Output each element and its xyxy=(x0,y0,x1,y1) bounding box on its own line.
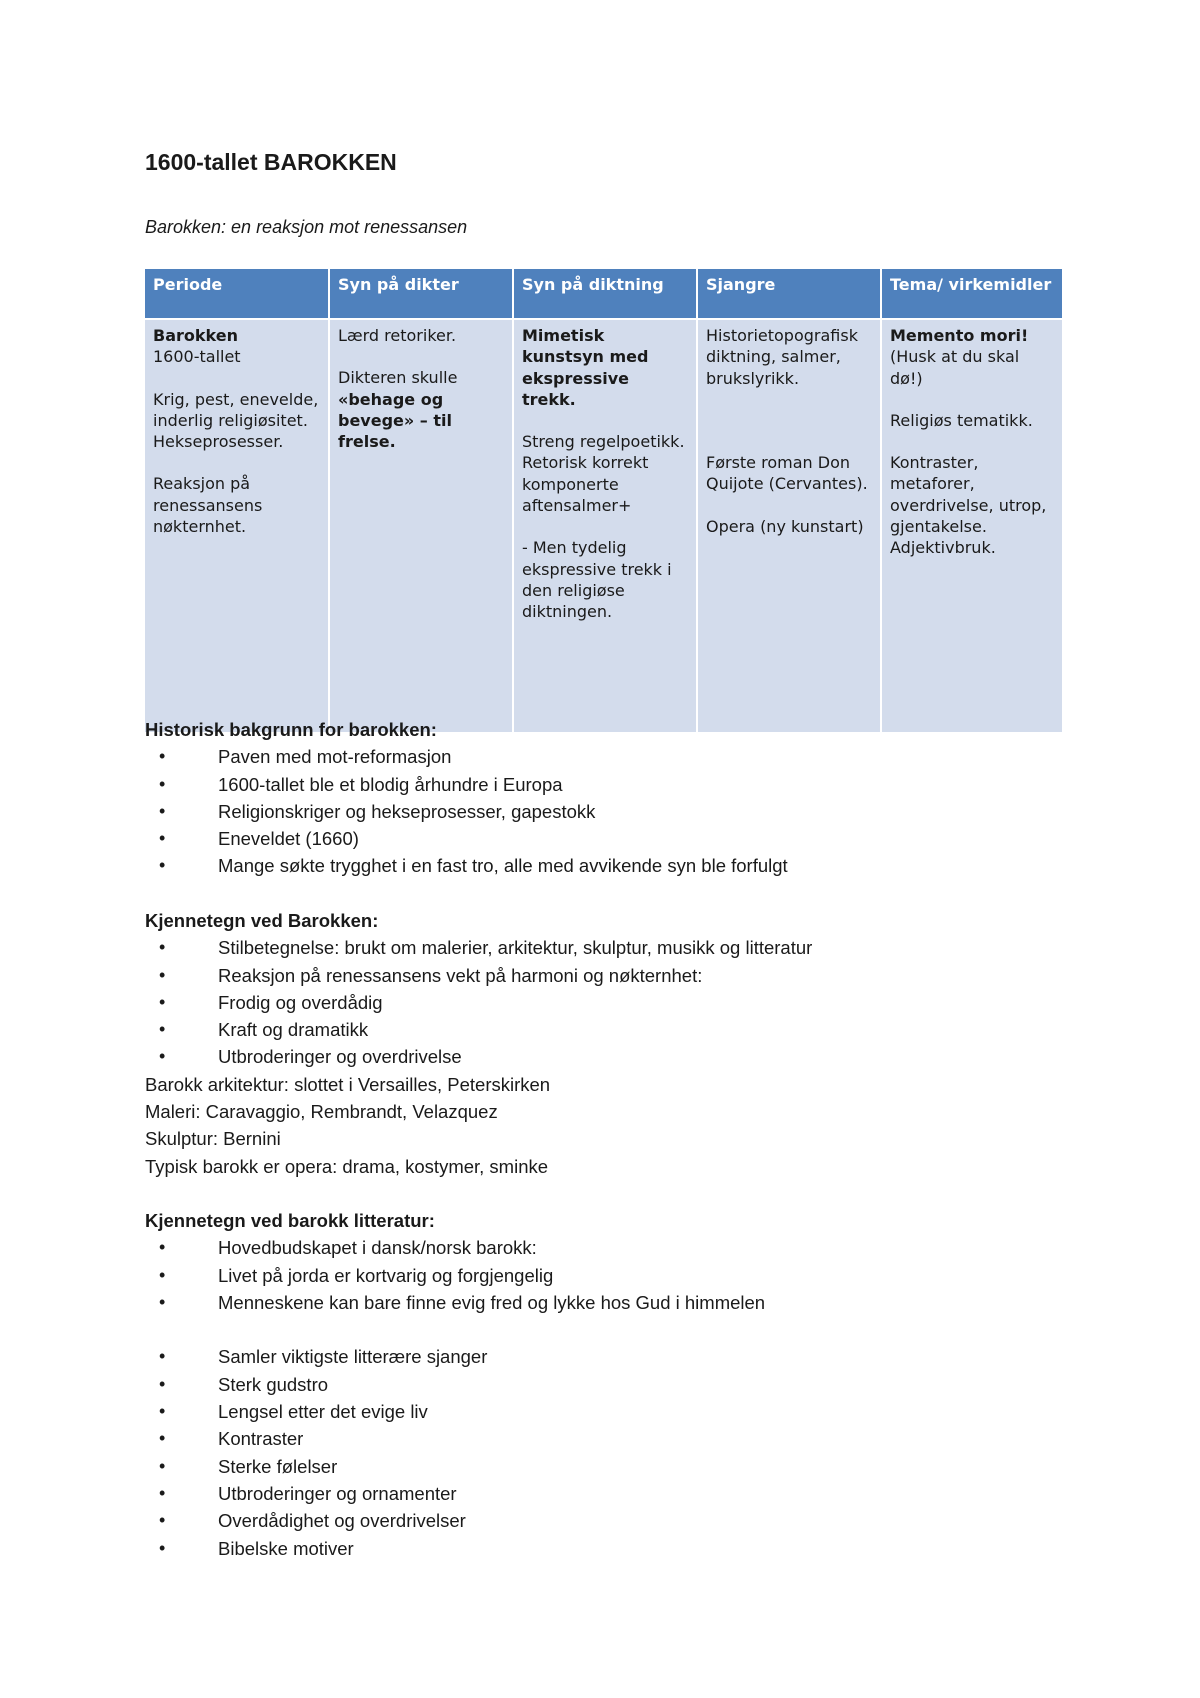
cell-paragraph xyxy=(706,410,872,431)
list-item xyxy=(145,1289,1065,1316)
bullet-icon: • xyxy=(159,1019,166,1040)
list-item-text: Kontraster xyxy=(218,1428,304,1450)
bullet-icon: • xyxy=(159,828,166,849)
bullet-icon: • xyxy=(159,1455,166,1476)
header-periode: Periode xyxy=(145,269,329,319)
cell-paragraph: Historietopografisk diktning, salmer, brukslyrikk. xyxy=(706,326,858,388)
cell-paragraph: Streng regelpoetikk. Retorisk korrekt komponerte aftensalmer+ xyxy=(522,432,685,516)
list-item-text: Sterk gudstro xyxy=(218,1373,329,1395)
cell-paragraph: Første roman Don Quijote (Cervantes). xyxy=(706,453,868,494)
section-kjennetegn xyxy=(145,907,1065,1180)
list-item xyxy=(145,1507,1065,1534)
bullet-icon: • xyxy=(159,1373,166,1394)
list-item xyxy=(145,1371,1065,1398)
list-item xyxy=(145,1535,1065,1562)
spacer xyxy=(145,1316,1065,1343)
header-syn-pa-dikter: Syn på dikter xyxy=(329,269,513,319)
bullet-icon: • xyxy=(159,773,166,794)
list-item-text: Lengsel etter det evige liv xyxy=(218,1401,428,1423)
bullet-list xyxy=(145,1343,1065,1561)
table-row xyxy=(145,319,1062,732)
bullet-list xyxy=(145,1234,1065,1316)
cell-text: (Husk at du skal dø!) xyxy=(890,347,1020,388)
bullet-icon: • xyxy=(159,1510,166,1531)
list-item xyxy=(145,1043,1065,1070)
header-syn-pa-diktning: Syn på diktning xyxy=(513,269,697,319)
list-item-text: Eneveldet (1660) xyxy=(218,828,359,850)
list-item-text: Bibelske motiver xyxy=(218,1537,354,1559)
cell-tema-virkemidler xyxy=(881,319,1062,732)
cell-paragraph: Krig, pest, enevelde, inderlig religiøsitet. Hekseprosesser. xyxy=(153,389,319,452)
list-item-text: Utbroderinger og ornamenter xyxy=(218,1482,457,1504)
list-item-text: Stilbetegnelse: brukt om malerier, arkitektur, skulptur, musikk og litteratur xyxy=(218,937,813,959)
bullet-icon: • xyxy=(159,1046,166,1067)
list-item xyxy=(145,1453,1065,1480)
cell-syn-pa-diktning xyxy=(513,319,697,732)
list-item xyxy=(145,989,1065,1016)
cell-paragraph: Religiøs tematikk. xyxy=(890,410,1033,430)
list-item xyxy=(145,1016,1065,1043)
list-item xyxy=(145,1234,1065,1261)
bullet-icon: • xyxy=(159,1401,166,1422)
list-item xyxy=(145,1425,1065,1452)
list-item-text: Sterke følelser xyxy=(218,1455,338,1477)
text-line: Maleri: Caravaggio, Rembrandt, Velazquez xyxy=(145,1101,498,1123)
list-item xyxy=(145,743,1065,770)
bullet-icon: • xyxy=(159,1291,166,1312)
list-item xyxy=(145,934,1065,961)
list-item xyxy=(145,1343,1065,1370)
bullet-icon: • xyxy=(159,991,166,1012)
list-item xyxy=(145,962,1065,989)
bullet-list xyxy=(145,934,1065,1070)
cell-paragraph xyxy=(338,367,504,452)
section-historisk xyxy=(145,716,1065,880)
list-item-text: Mange søkte trygghet i en fast tro, alle med avvikende syn ble forfulgt xyxy=(218,855,788,877)
list-item xyxy=(145,1480,1065,1507)
list-item-text: 1600-tallet ble et blodig århundre i Europa xyxy=(218,773,563,795)
bullet-icon: • xyxy=(159,746,166,767)
list-item-text: Utbroderinger og overdrivelse xyxy=(218,1046,462,1068)
section-litteratur xyxy=(145,1207,1065,1562)
bullet-icon: • xyxy=(159,1237,166,1258)
cell-periode xyxy=(145,319,329,732)
list-item xyxy=(145,771,1065,798)
bullet-icon: • xyxy=(159,855,166,876)
list-item-text: Samler viktigste litterære sjanger xyxy=(218,1346,488,1368)
page-title: 1600-tallet BAROKKEN xyxy=(145,149,397,175)
page-subtitle: Barokken: en reaksjon mot renessansen xyxy=(145,217,468,237)
cell-syn-pa-dikter xyxy=(329,319,513,732)
list-item xyxy=(145,798,1065,825)
header-tema-virkemidler: Tema/ virkemidler xyxy=(881,269,1062,319)
cell-paragraph xyxy=(153,325,320,368)
list-item-text: Livet på jorda er kortvarig og forgjengelig xyxy=(218,1264,554,1286)
cell-bold-text: Barokken xyxy=(153,326,238,345)
list-item-text: Overdådighet og overdrivelser xyxy=(218,1510,466,1532)
bullet-icon: • xyxy=(159,937,166,958)
cell-paragraph: Reaksjon på renessansens nøkternhet. xyxy=(153,474,263,537)
list-item-text: Paven med mot-reformasjon xyxy=(218,746,452,768)
list-item xyxy=(145,1398,1065,1425)
list-item-text: Reaksjon på renessansens vekt på harmoni og nøkternhet: xyxy=(218,964,703,986)
list-item-text: Kraft og dramatikk xyxy=(218,1019,369,1041)
section-heading: Kjennetegn ved barokk litteratur: xyxy=(145,1210,435,1231)
text-line: Barokk arkitektur: slottet i Versailles, Peterskirken xyxy=(145,1073,551,1095)
cell-paragraph xyxy=(522,325,688,410)
list-item xyxy=(145,852,1065,879)
cell-paragraph: Lærd retoriker. xyxy=(338,326,457,345)
list-item-text: Menneskene kan bare finne evig fred og lykke hos Gud i himmelen xyxy=(218,1291,766,1313)
list-item xyxy=(145,825,1065,852)
bullet-icon: • xyxy=(159,1428,166,1449)
bullet-icon: • xyxy=(159,1264,166,1285)
cell-paragraph: - Men tydelig ekspressive trekk i den religiøse diktningen. xyxy=(522,538,672,622)
bullet-list xyxy=(145,743,1065,879)
table-header-row xyxy=(145,269,1062,319)
period-table xyxy=(145,269,1062,732)
list-item xyxy=(145,1262,1065,1289)
header-sjangre: Sjangre xyxy=(697,269,881,319)
cell-bold-text: Memento mori! xyxy=(890,326,1029,345)
cell-paragraph: Opera (ny kunstart) xyxy=(706,516,864,536)
list-item-text: Religionskriger og hekseprosesser, gapestokk xyxy=(218,800,596,822)
bullet-icon: • xyxy=(159,964,166,985)
bullet-icon: • xyxy=(159,1537,166,1558)
cell-text: Dikteren skulle xyxy=(338,368,458,388)
cell-text: 1600-tallet xyxy=(153,347,241,367)
text-line: Typisk barokk er opera: drama, kostymer, sminke xyxy=(145,1155,549,1177)
list-item-text: Hovedbudskapet i dansk/norsk barokk: xyxy=(218,1237,537,1259)
cell-paragraph: Kontraster, metaforer, overdrivelse, utrop, gjentakelse. Adjektivbruk. xyxy=(890,453,1047,558)
cell-bold-text: Mimetisk kunstsyn med ekspressive trekk. xyxy=(522,326,649,409)
section-heading: Kjennetegn ved Barokken: xyxy=(145,910,379,931)
text-line: Skulptur: Bernini xyxy=(145,1128,281,1150)
bullet-icon: • xyxy=(159,1346,166,1367)
section-heading: Historisk bakgrunn for barokken: xyxy=(145,719,437,740)
list-item-text: Frodig og overdådig xyxy=(218,991,383,1013)
bullet-icon: • xyxy=(159,800,166,821)
bullet-icon: • xyxy=(159,1482,166,1503)
cell-sjangre xyxy=(697,319,881,732)
cell-bold-text: «behage og bevege» – til frelse. xyxy=(338,389,452,452)
cell-paragraph xyxy=(890,325,1054,389)
